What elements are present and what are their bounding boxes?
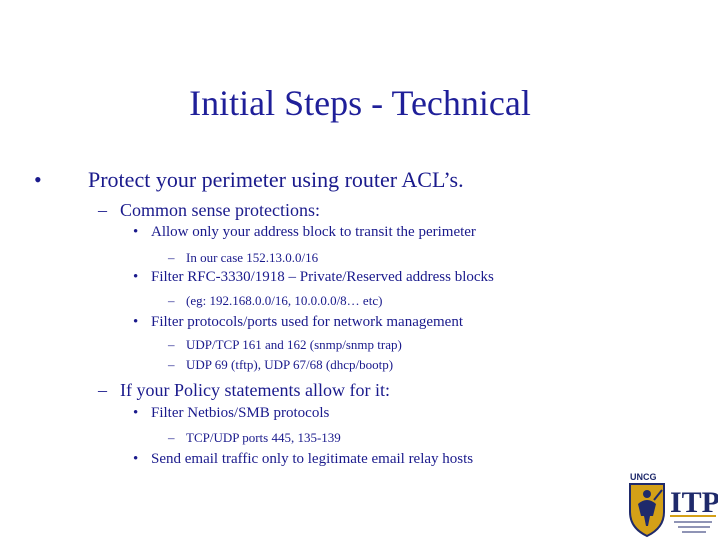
bullet-text: TCP/UDP ports 445, 135-139 bbox=[186, 430, 341, 445]
bullet-level4 bbox=[168, 250, 318, 266]
bullet-level3 bbox=[133, 314, 463, 331]
bullet-text: If your Policy statements allow for it: bbox=[120, 380, 390, 400]
bullet-text: Common sense protections: bbox=[120, 200, 320, 220]
uncg-itp-logo bbox=[624, 470, 718, 538]
bullet-dot-icon: • bbox=[34, 167, 42, 192]
bullet-level3 bbox=[133, 405, 329, 422]
bullet-text: UDP 69 (tftp), UDP 67/68 (dhcp/bootp) bbox=[186, 357, 394, 372]
bullet-level3 bbox=[133, 451, 473, 468]
bullet-text: (eg: 192.168.0.0/16, 10.0.0.0/8… etc) bbox=[186, 293, 383, 308]
bullet-dot-icon: • bbox=[133, 224, 139, 240]
dash-icon: – bbox=[98, 380, 107, 400]
dash-icon: – bbox=[168, 250, 175, 265]
bullet-text: Filter protocols/ports used for network management bbox=[151, 314, 464, 330]
bullet-level1 bbox=[34, 167, 464, 193]
logo-top-text: UNCG bbox=[630, 472, 657, 482]
dash-icon: – bbox=[98, 200, 107, 220]
bullet-level3 bbox=[133, 224, 476, 241]
bullet-level3 bbox=[133, 269, 494, 286]
bullet-dot-icon: • bbox=[133, 314, 139, 330]
bullet-dot-icon: • bbox=[133, 405, 139, 421]
bullet-text: Protect your perimeter using router ACL’s. bbox=[88, 167, 464, 192]
bullet-level4 bbox=[168, 357, 393, 373]
bullet-text: Allow only your address block to transit the perimeter bbox=[151, 224, 476, 240]
bullet-text: In our case 152.13.0.0/16 bbox=[186, 250, 319, 265]
dash-icon: – bbox=[168, 337, 175, 352]
dash-icon: – bbox=[168, 293, 175, 308]
bullet-dot-icon: • bbox=[133, 451, 139, 467]
bullet-level4 bbox=[168, 293, 382, 309]
bullet-dot-icon: • bbox=[133, 269, 139, 285]
bullet-level2 bbox=[98, 200, 320, 221]
bullet-text: UDP/TCP 161 and 162 (snmp/snmp trap) bbox=[186, 337, 402, 352]
slide-title: Initial Steps - Technical bbox=[189, 83, 531, 123]
dash-icon: – bbox=[168, 357, 175, 372]
logo-graphic bbox=[624, 470, 718, 538]
bullet-level2 bbox=[98, 380, 390, 401]
bullet-text: Send email traffic only to legitimate email relay hosts bbox=[151, 451, 474, 467]
bullet-text: Filter RFC-3330/1918 – Private/Reserved address blocks bbox=[151, 269, 494, 285]
bullet-level4 bbox=[168, 430, 341, 446]
bullet-level4 bbox=[168, 337, 402, 353]
bullet-text: Filter Netbios/SMB protocols bbox=[151, 405, 330, 421]
logo-mark-text: ITP bbox=[670, 486, 718, 519]
dash-icon: – bbox=[168, 430, 175, 445]
